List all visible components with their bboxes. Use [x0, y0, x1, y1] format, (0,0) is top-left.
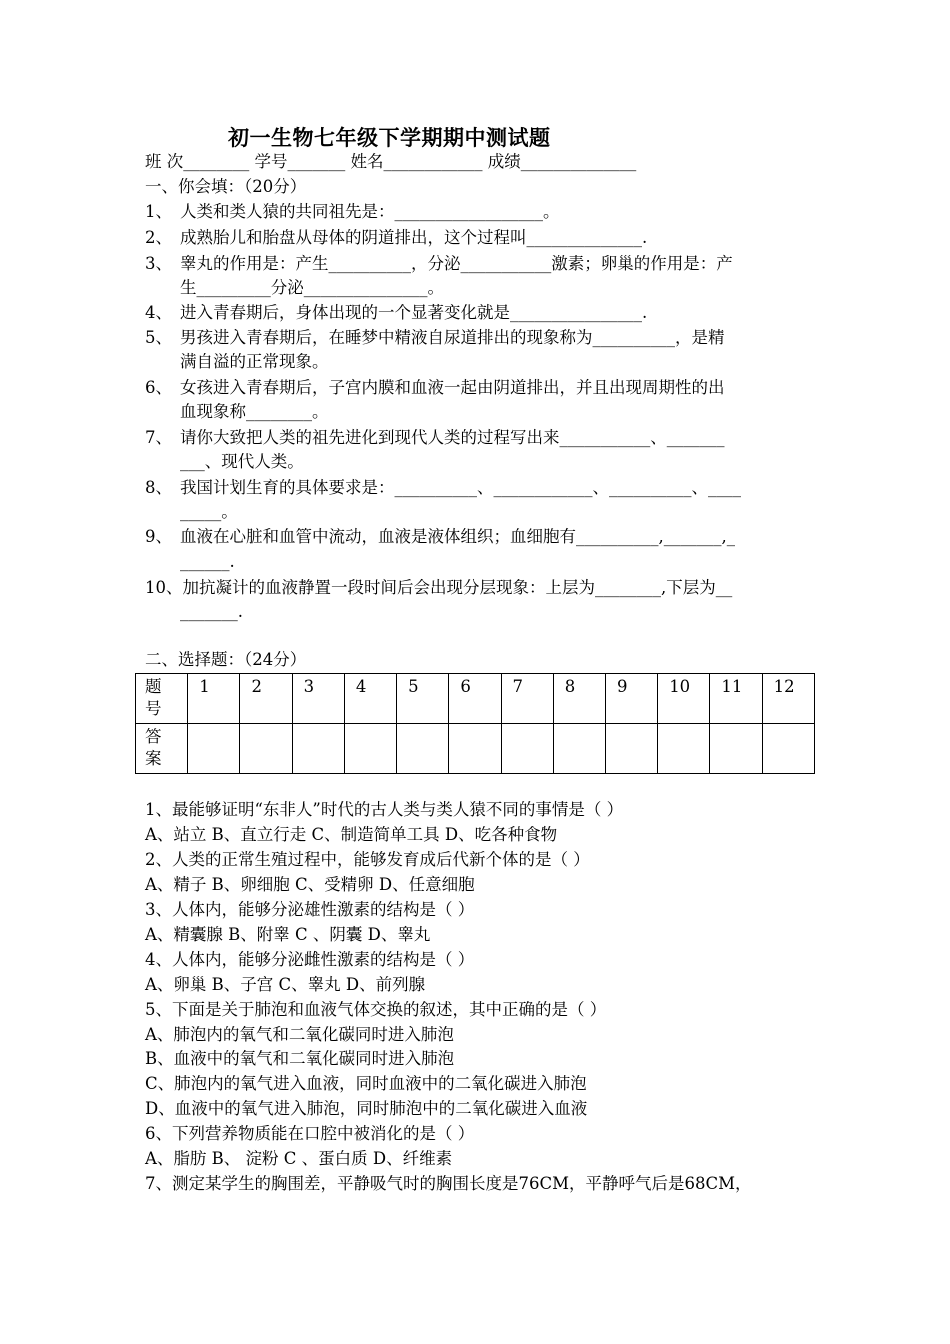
answer-cell[interactable]: [188, 724, 240, 774]
question-text-continued: ___、现代人类。: [180, 452, 304, 471]
question-text: 我国计划生育的具体要求是：__________、____________、__________、____: [180, 478, 741, 497]
row-header-char: 号: [145, 699, 162, 718]
question-number: 3、: [145, 254, 172, 273]
choice-question-line: 4、人体内，能够分泌雌性激素的结构是（ ）: [145, 950, 475, 969]
question-number-cell: 10: [658, 674, 710, 724]
question-text: 女孩进入青春期后，子宫内膜和血液一起由阴道排出，并且出现周期性的出: [180, 378, 725, 397]
question-text-continued: 生_________分泌_______________。: [180, 278, 444, 297]
question-number-cell: 12: [762, 674, 814, 724]
question-number-cell: 4: [344, 674, 396, 724]
student-info-line: 班 次________ 学号_______ 姓名____________ 成绩______________: [145, 152, 637, 171]
question-number-cell: 2: [240, 674, 292, 724]
question-number-cell: 11: [710, 674, 762, 724]
choice-options-line: A、脂肪 B、 淀粉 C 、蛋白质 D、纤维素: [145, 1149, 453, 1168]
question-number-cell: 1: [188, 674, 240, 724]
question-text: 血液在心脏和血管中流动，血液是液体组织；血细胞有__________,_______,_: [180, 527, 735, 546]
answer-cell[interactable]: [449, 724, 501, 774]
question-number: 1、: [145, 202, 172, 221]
answer-cell[interactable]: [240, 724, 292, 774]
question-text-continued: 满自溢的正常现象。: [180, 352, 329, 371]
answer-table-number-row: [136, 674, 815, 724]
question-number-cell: 3: [292, 674, 344, 724]
row-header-char: 案: [145, 749, 162, 768]
question-text: 进入青春期后，身体出现的一个显著变化就是________________.: [180, 303, 648, 322]
question-number-cell: 5: [397, 674, 449, 724]
question-number: 5、: [145, 328, 172, 347]
question-text-continued: 血现象称________。: [180, 402, 329, 421]
question-number: 9、: [145, 527, 172, 546]
question-text-continued: ______.: [180, 552, 235, 571]
answer-table-answer-row: [136, 724, 815, 774]
answer-cell[interactable]: [605, 724, 657, 774]
answer-cell[interactable]: [553, 724, 605, 774]
answer-cell[interactable]: [397, 724, 449, 774]
answer-cell[interactable]: [762, 724, 814, 774]
question-10-text-continued: _______.: [180, 602, 243, 621]
question-text-continued: _____。: [180, 502, 238, 521]
question-text: 睾丸的作用是：产生__________，分泌___________激素；卵巢的作用是：产: [180, 254, 733, 273]
question-10-text: 10、加抗凝计的血液静置一段时间后会出现分层现象：上层为________,下层为__: [145, 578, 733, 597]
choice-option-line: B、血液中的氧气和二氧化碳同时进入肺泡: [145, 1049, 455, 1068]
answer-cell[interactable]: [658, 724, 710, 774]
question-number: 6、: [145, 378, 172, 397]
choice-question-line: 2、人类的正常生殖过程中，能够发育成后代新个体的是（ ）: [145, 850, 590, 869]
choice-question-line: 7、测定某学生的胸围差，平静吸气时的胸围长度是76CM，平静呼气后是68CM，: [145, 1174, 752, 1193]
answer-cell[interactable]: [344, 724, 396, 774]
table-row-header: [136, 724, 188, 774]
answer-table: [135, 673, 815, 774]
section1-heading: 一、你会填：（20分）: [145, 177, 307, 196]
choice-options-line: A、精囊腺 B、附睾 C 、阴囊 D、睾丸: [145, 925, 431, 944]
row-header-char: 答: [145, 727, 162, 746]
choice-option-line: D、血液中的氧气进入肺泡，同时肺泡中的二氧化碳进入血液: [145, 1099, 588, 1118]
choice-options-line: A、卵巢 B、子宫 C、睾丸 D、前列腺: [145, 975, 426, 994]
answer-cell[interactable]: [501, 724, 553, 774]
answer-cell[interactable]: [292, 724, 344, 774]
question-text: 人类和类人猿的共同祖先是：__________________。: [180, 202, 560, 221]
choice-option-line: C、肺泡内的氧气进入血液，同时血液中的二氧化碳进入肺泡: [145, 1074, 587, 1093]
question-number-cell: 6: [449, 674, 501, 724]
question-text: 男孩进入青春期后，在睡梦中精液自尿道排出的现象称为__________，是精: [180, 328, 725, 347]
choice-question-line: 6、下列营养物质能在口腔中被消化的是（ ）: [145, 1124, 475, 1143]
choice-options-line: A、站立 B、直立行走 C、制造简单工具 D、吃各种食物: [145, 825, 558, 844]
choice-options-line: A、精子 B、卵细胞 C、受精卵 D、任意细胞: [145, 875, 475, 894]
section2-heading: 二、选择题：（24分）: [145, 650, 307, 669]
answer-cell[interactable]: [710, 724, 762, 774]
table-row-header: [136, 674, 188, 724]
question-number-cell: 7: [501, 674, 553, 724]
question-number-cell: 9: [605, 674, 657, 724]
row-header-char: 题: [145, 677, 162, 696]
question-text: 请你大致把人类的祖先进化到现代人类的过程写出来___________、_______: [180, 428, 725, 447]
page-title: 初一生物七年级下学期期中测试题: [228, 125, 551, 150]
choice-option-line: A、肺泡内的氧气和二氧化碳同时进入肺泡: [145, 1025, 454, 1044]
choice-question-line: 3、人体内，能够分泌雄性激素的结构是（ ）: [145, 900, 475, 919]
question-number: 4、: [145, 303, 172, 322]
choice-question-line: 5、下面是关于肺泡和血液气体交换的叙述，其中正确的是（ ）: [145, 1000, 607, 1019]
question-number: 2、: [145, 228, 172, 247]
question-text: 成熟胎儿和胎盘从母体的阴道排出，这个过程叫______________.: [180, 228, 648, 247]
question-number: 7、: [145, 428, 172, 447]
choice-question-line: 1、最能够证明“东非人”时代的古人类与类人猿不同的事情是（ ）: [145, 800, 624, 819]
question-number-cell: 8: [553, 674, 605, 724]
question-number: 8、: [145, 478, 172, 497]
